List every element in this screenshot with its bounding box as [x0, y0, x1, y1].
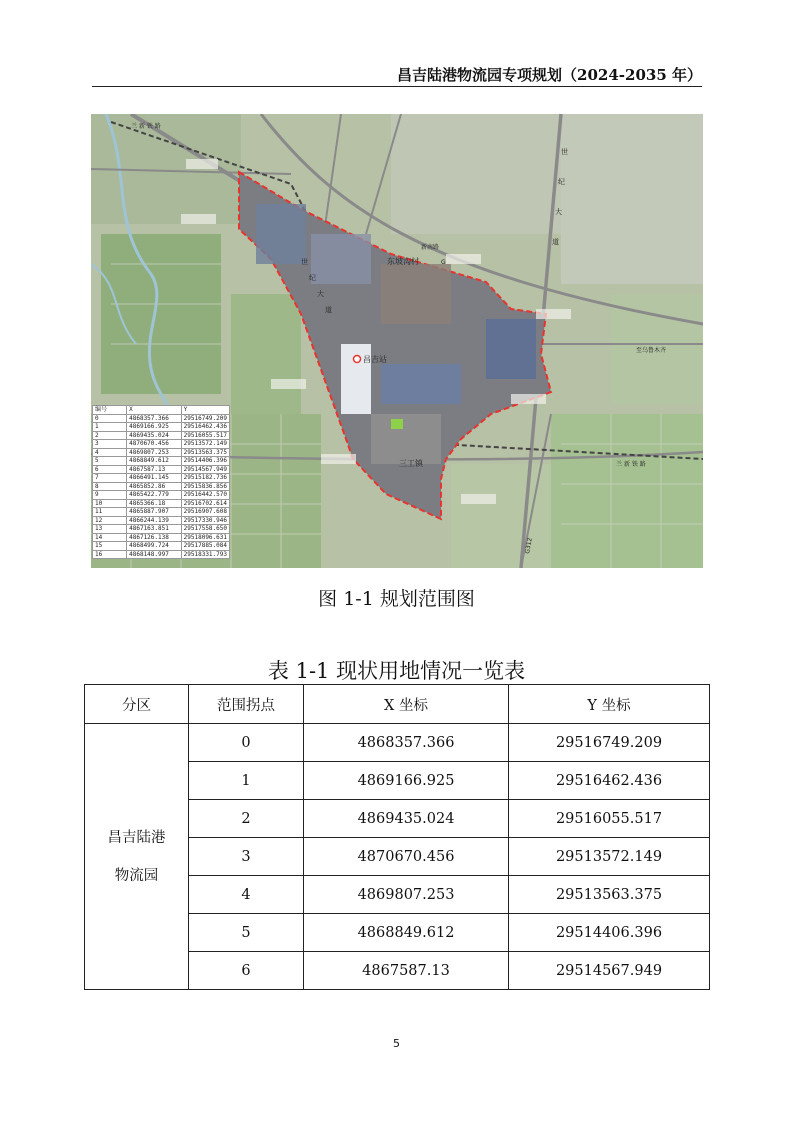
station-marker-icon [354, 356, 361, 363]
coord-table-cell: 4868357.366 [127, 414, 182, 423]
coord-table-row [93, 533, 230, 542]
point-cell: 1 [189, 762, 304, 800]
col-header-x: X 坐标 [304, 685, 509, 724]
y-coordinate-cell: 29514406.396 [509, 914, 710, 952]
coord-table-row [93, 482, 230, 491]
y-coordinate-cell: 29514567.949 [509, 952, 710, 990]
coord-table-header [93, 406, 230, 415]
coord-table-cell: 29518331.793 [181, 550, 229, 559]
zone-cell [85, 724, 189, 990]
map-label-road-left-3: 大 [317, 290, 324, 298]
zone-name-line1: 昌吉陆港 [107, 829, 166, 846]
coord-table-cell: 29517885.084 [181, 542, 229, 551]
coord-table-cell: X [127, 406, 182, 415]
x-coordinate-cell: 4869435.024 [304, 800, 509, 838]
y-coordinate-cell: 29513563.375 [509, 876, 710, 914]
map-label-g: G [441, 259, 446, 266]
coord-table-cell: 9 [93, 491, 127, 500]
coord-table-cell: Y [181, 406, 229, 415]
coord-table-cell: 4869435.024 [127, 431, 182, 440]
coord-table-cell: 29513563.375 [181, 448, 229, 457]
coord-table-cell: 3 [93, 440, 127, 449]
coord-table-row [93, 508, 230, 517]
map-label-town: 三工镇 [399, 459, 423, 468]
coord-table-row [93, 474, 230, 483]
coord-table-cell: 4867126.138 [127, 533, 182, 542]
running-header: 昌吉陆港物流园专项规划（2024-2035 年） [397, 66, 702, 84]
map-label-road-left-2: 纪 [309, 274, 316, 282]
point-cell: 6 [189, 952, 304, 990]
coord-table-cell: 29515836.856 [181, 482, 229, 491]
coord-table-row [93, 550, 230, 559]
coord-table-cell: 29518096.631 [181, 533, 229, 542]
coord-table-cell: 4869807.253 [127, 448, 182, 457]
map-label-xinan: 新南路 [421, 244, 440, 251]
coord-table-cell: 4865366.18 [127, 499, 182, 508]
coord-table-row [93, 542, 230, 551]
coord-table-row [93, 465, 230, 474]
coord-table-cell: 4867163.851 [127, 525, 182, 534]
coord-table-cell: 13 [93, 525, 127, 534]
figure-caption: 图 1-1 规划范围图 [318, 588, 475, 610]
x-coordinate-cell: 4869807.253 [304, 876, 509, 914]
point-cell: 2 [189, 800, 304, 838]
y-coordinate-cell: 29516055.517 [509, 800, 710, 838]
y-coordinate-cell: 29513572.149 [509, 838, 710, 876]
coord-table-cell: 29516055.517 [181, 431, 229, 440]
map-label-exit: 至乌鲁木齐 [636, 347, 667, 354]
coord-table-cell: 4866244.139 [127, 516, 182, 525]
coord-table-cell: 29516442.570 [181, 491, 229, 500]
coord-table-cell: 29517558.650 [181, 525, 229, 534]
col-header-y: Y 坐标 [509, 685, 710, 724]
map-coordinate-table [92, 405, 230, 559]
col-header-point: 范围拐点 [189, 685, 304, 724]
header-rule [92, 86, 702, 87]
coord-table-cell: 5 [93, 457, 127, 466]
coord-table-cell: 16 [93, 550, 127, 559]
map-label-rail-left: 兰 新 铁 路 [131, 123, 161, 130]
coord-table-cell: 4870670.456 [127, 440, 182, 449]
coord-table-row [93, 448, 230, 457]
coord-table-cell: 4868499.724 [127, 542, 182, 551]
map-label-shiji-4: 道 [552, 238, 559, 246]
page-number: 5 [393, 1037, 400, 1050]
map-label-rail-right: 兰 新 铁 路 [616, 461, 646, 468]
coord-table-cell: 29514567.949 [181, 465, 229, 474]
zone-name-line2: 物流园 [114, 867, 159, 884]
coord-table-cell: 8 [93, 482, 127, 491]
y-coordinate-cell: 29516462.436 [509, 762, 710, 800]
coord-table-cell: 4869166.925 [127, 423, 182, 432]
coord-table-row [93, 516, 230, 525]
coord-table-row [93, 414, 230, 423]
coord-table-row [93, 423, 230, 432]
land-use-table [84, 684, 710, 990]
coord-table-cell: 4865852.86 [127, 482, 182, 491]
table-row [85, 724, 710, 762]
coord-table-cell: 4866491.145 [127, 474, 182, 483]
coord-table-cell: 29516907.608 [181, 508, 229, 517]
coord-table-cell: 编号 [93, 406, 127, 415]
coord-table-cell: 4867587.13 [127, 465, 182, 474]
x-coordinate-cell: 4868357.366 [304, 724, 509, 762]
coord-table-cell: 10 [93, 499, 127, 508]
coord-table-row [93, 491, 230, 500]
map-label-village: 东坡沟村 [387, 257, 419, 266]
coord-table-row [93, 440, 230, 449]
coord-table-cell: 12 [93, 516, 127, 525]
map-label-station: 昌吉站 [363, 355, 387, 364]
map-label-road-left-4: 道 [325, 306, 332, 314]
map-label-shiji-2: 纪 [558, 178, 565, 186]
coord-table-cell: 29513572.149 [181, 440, 229, 449]
map-label-highway: G312 [524, 537, 534, 555]
coord-table-cell: 15 [93, 542, 127, 551]
point-cell: 3 [189, 838, 304, 876]
coord-table-cell: 0 [93, 414, 127, 423]
coord-table-row [93, 457, 230, 466]
coord-table-cell: 4865887.907 [127, 508, 182, 517]
coord-table-cell: 6 [93, 465, 127, 474]
map-label-shiji-1: 世 [561, 148, 568, 156]
x-coordinate-cell: 4869166.925 [304, 762, 509, 800]
map-label-shiji-3: 大 [555, 208, 562, 216]
y-coordinate-cell: 29516749.209 [509, 724, 710, 762]
coord-table-cell: 4868148.997 [127, 550, 182, 559]
table-caption: 表 1-1 现状用地情况一览表 [267, 659, 526, 683]
coord-table-cell: 29515182.736 [181, 474, 229, 483]
point-cell: 0 [189, 724, 304, 762]
col-header-zone: 分区 [85, 685, 189, 724]
coord-table-cell: 29516702.614 [181, 499, 229, 508]
coord-table-cell: 29514406.396 [181, 457, 229, 466]
coord-table-cell: 4865422.779 [127, 491, 182, 500]
coord-table-row [93, 431, 230, 440]
coord-table-row [93, 499, 230, 508]
point-cell: 5 [189, 914, 304, 952]
coord-table-cell: 11 [93, 508, 127, 517]
coord-table-cell: 4 [93, 448, 127, 457]
coord-table-cell: 14 [93, 533, 127, 542]
coord-table-cell: 29517330.946 [181, 516, 229, 525]
coord-table-cell: 4868849.612 [127, 457, 182, 466]
coord-table-cell: 7 [93, 474, 127, 483]
point-cell: 4 [189, 876, 304, 914]
coord-table-cell: 2 [93, 431, 127, 440]
map-label-road-left: 世 [301, 258, 308, 266]
x-coordinate-cell: 4870670.456 [304, 838, 509, 876]
coord-table-cell: 29516462.436 [181, 423, 229, 432]
coord-table-cell: 1 [93, 423, 127, 432]
coord-table-row [93, 525, 230, 534]
x-coordinate-cell: 4868849.612 [304, 914, 509, 952]
x-coordinate-cell: 4867587.13 [304, 952, 509, 990]
coord-table-cell: 29516749.209 [181, 414, 229, 423]
